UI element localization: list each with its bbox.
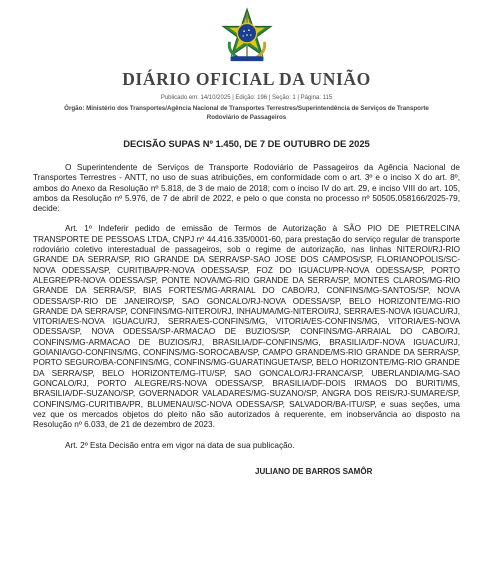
signature-name: JULIANO DE BARROS SAMÔR <box>255 466 373 476</box>
coat-of-arms-icon <box>218 7 276 65</box>
masthead-title: DIÁRIO OFICIAL DA UNIÃO <box>122 69 371 89</box>
paragraph-preamble: O Superintendente de Serviços de Transporte Rodoviário de Passageiros da Agência Nacional de Transportes Terrestres - ANTT, no uso de suas atribuições, em conformidade com o art. 3º e o inciso X do art. 8º, ambos do Anexo da Resolução nº 5.818, de 3 de maio de 2018; com o inciso IV do art. 29, e inciso VIII do art. 105, ambos da Resolução nº 5.976, de 7 de abril de 2022, e pelo o que consta no processo nº 50505.058166/2025-79, decide: <box>33 163 460 214</box>
emblem-container <box>33 0 460 65</box>
orgao-line: Órgão: Ministério dos Transportes/Agência Nacional de Transportes Terrestres/Superintendência de Serviços de Transporte Rodoviário de Passageiros <box>64 105 429 121</box>
paragraph-article-1: Art. 1º Indeferir pedido de emissão de Termos de Autorização à SÃO PIO DE PIETRELCINA TRANSPORTE DE PESSOAS LTDA, CNPJ nº 44.416.335/0001-60, para prestação do serviço regular de transporte rodoviário coletivo interestadual de passageiros, sob o regime de autorização, nas linhas NITEROI/RJ-RIO GRANDE DA SERRA/SP, RIO GRANDE DA SERRA/SP-SAO JOSE DOS CAMPOS/SP, FLORIANOPOLIS/SC-NOVA ODESSA/SP, CURITIBA/PR-NOVA ODESSA/SP, FOZ DO IGUACU/PR-NOVA ODESSA/SP, PORTO ALEGRE/PR-NOVA ODESSA/SP, PONTE NOVA/MG-RIO GRANDE DA SERRA/SP, MONTES CLAROS/MG-RIO GRANDE DA SERRA/SP, BIAS FORTES/MG-ARRAIAL DO CABO/RJ, CONFINS/MG-SANTOS/SP, NOVA ODESSA/SP-RIO DE JANEIRO/SP, SAO GONCALO/RJ-NOVA ODESSA/SP, BELO HORIZONTE/MG-RIO GRANDE DA SERRA/SP, CONFINS/MG-NITEROI/RJ, INHAUMA/MG-NITEROI/RJ, SERRA/ES-NOVA IGUACU/RJ, VITORIA/ES-NOVA IGUACU/RJ, SERRA/ES-CONFINS/MG, VITORIA/ES-CONFINS/MG, VITORIA/ES-NOVA ODESSA/SP, NOVA ODESSA/SP-ARMACAO DE BUZIOS/SP, CONFINS/MG-ARRAIAL DO CABO/RJ, CONFINS/MG-ARMACAO DE BUZIOS/RJ, BRASILIA/DF-CONFINS/MG, BRASILIA/DF-NOVA IGUACU/RJ, GOIANIA/GO-CONFINS/MG, CONFINS/MG-SOROCABA/SP, CAMPO GRANDE/MS-RIO GRANDE DA SERRA/SP, PORTO SEGURO/BA-CONFINS/MG, CONFINS/MG-GUARATINGUETA/SP, BELO HORIZONTE/MG-RIO GRANDE DA SERRA/SP, BELO HORIZONTE/MG-ITU/SP, SAO GONCALO/RJ-FRANCA/SP, UBERLANDIA/MG-SAO GONCALO/RJ, PORTO ALEGRE/RS-NOVA ODESSA/SP, BRASILIA/DF-DOIS IRMAOS DO BURITI/MS, BRASILIA/DF-SUZANO/SP, GOVERNADOR VALADARES/MG-SUZANO/SP, ANGRA DOS REIS/RJ-SUMARE/SP, CONFINS/MG-CURITIBA/PR, BLUMENAU/SC-NOVA ODESSA/SP, SALVADOR/BA-ITU/SP, e suas seções, uma vez que os mercados objetos do pleito não são autorizados à requerente, em inobservância ao disposto na Resolução nº 6.033, de 21 de dezembro de 2023. <box>33 224 460 430</box>
paragraph-article-2: Art. 2º Esta Decisão entra em vigor na data de sua publicação. <box>65 441 295 451</box>
document-title: DECISÃO SUPAS Nº 1.450, DE 7 DE OUTUBRO DE 2025 <box>123 138 370 149</box>
publication-info: Publicado em: 14/10/2025 | Edição: 196 | Seção: 1 | Página: 115 <box>160 95 333 101</box>
